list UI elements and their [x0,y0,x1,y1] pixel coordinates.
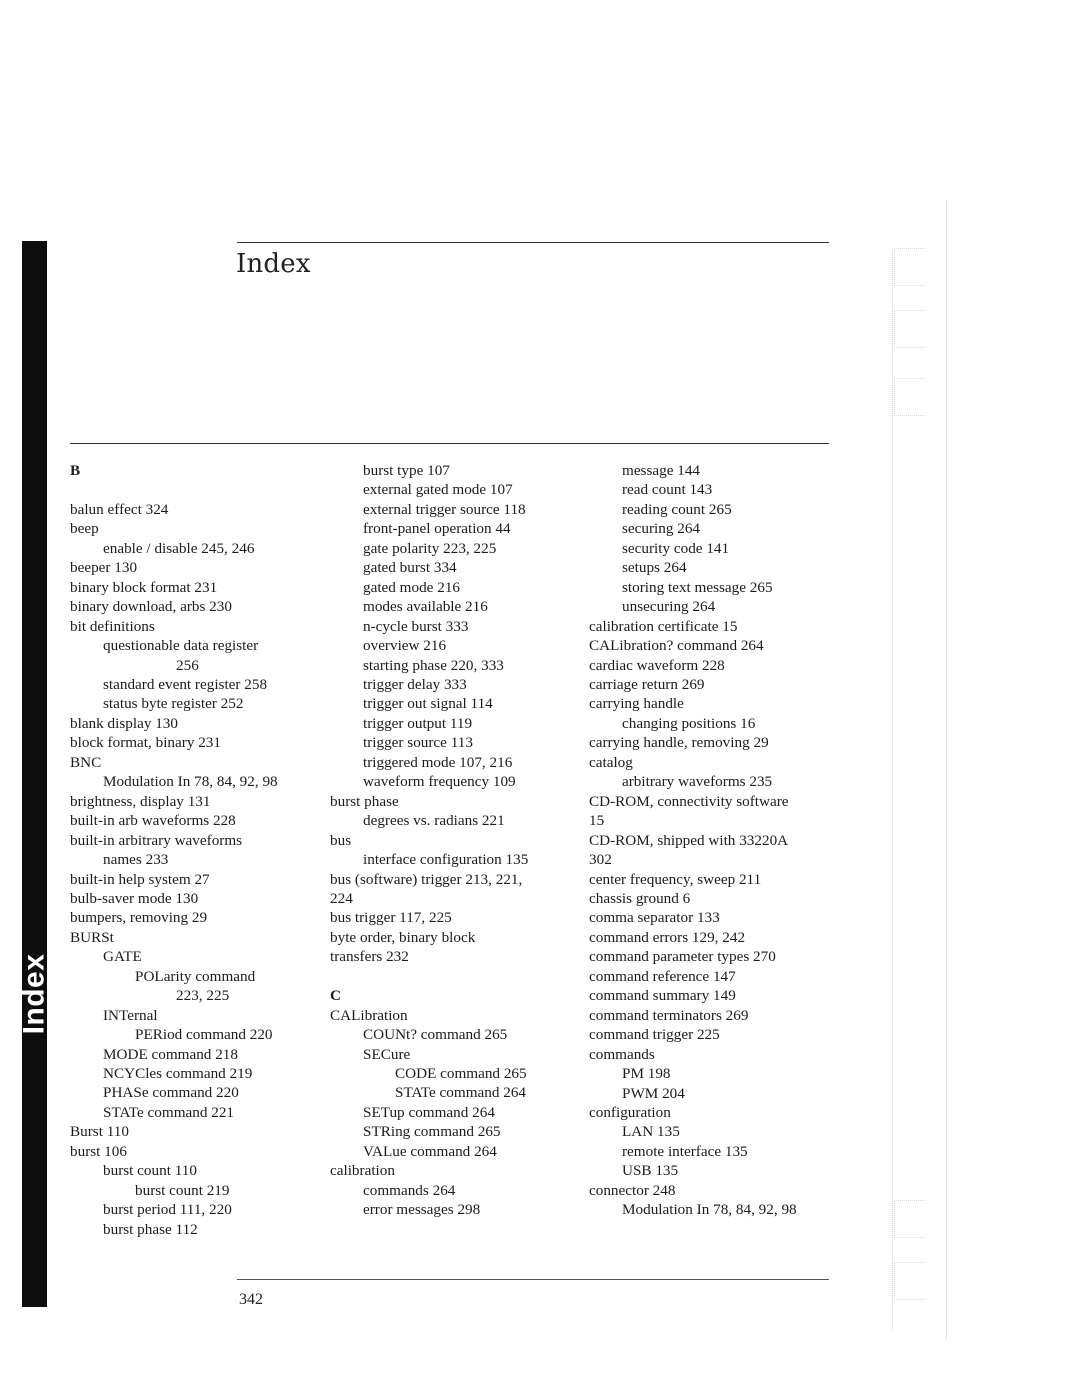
index-entry: arbitrary waveforms 235 [622,773,773,791]
index-entry: calibration certificate 15 [589,617,738,635]
index-entry: burst count 219 [135,1181,230,1199]
index-entry: Modulation In 78, 84, 92, 98 [622,1201,797,1219]
index-spacer [330,967,580,986]
index-entry: PERiod command 220 [135,1026,273,1044]
index-entry: command trigger 225 [589,1026,720,1044]
index-entry: MODE command 218 [103,1045,238,1063]
index-entry: front-panel operation 44 [363,520,511,538]
index-entry: commands 264 [363,1181,456,1199]
index-entry: bus [330,831,352,849]
index-entry: burst type 107 [363,462,450,479]
index-entry: command errors 129, 242 [589,928,746,946]
index-entry: 15 [589,812,605,830]
index-entry: SECure [363,1045,411,1063]
index-entry: 302 [589,851,612,869]
index-entry: changing positions 16 [622,714,756,732]
index-entry: binary block format 231 [70,578,218,596]
index-entry: bus (software) trigger 213, 221, [330,870,523,888]
page-number: 342 [239,1291,263,1308]
index-entry: STATe command 221 [103,1103,235,1121]
bleed-through-marks [892,250,893,1330]
index-entry: storing text message 265 [622,578,773,596]
index-entry: BURSt [70,928,114,946]
index-entry: CD-ROM, shipped with 33220A [589,831,789,849]
index-entry: questionable data register [103,637,259,655]
index-entry: SETup command 264 [363,1103,495,1121]
index-section-heading: C [330,987,341,1005]
index-entry: remote interface 135 [622,1142,748,1160]
index-entry: block format, binary 231 [70,734,221,752]
index-entry: binary download, arbs 230 [70,598,232,616]
index-entry: chassis ground 6 [589,889,691,907]
index-entry: triggered mode 107, 216 [363,753,513,771]
index-entry: waveform frequency 109 [363,773,516,791]
index-entry: PM 198 [622,1065,671,1083]
index-entry: blank display 130 [70,714,178,732]
index-entry: built-in arbitrary waveforms [70,831,243,849]
index-entry: modes available 216 [363,598,488,616]
index-entry: read count 143 [622,481,713,499]
index-entry: bus trigger 117, 225 [330,909,452,927]
index-entry: LAN 135 [622,1123,680,1141]
index-entry: beep [70,520,99,538]
bleed-through-bracket [894,248,925,286]
footer-rule [237,1279,829,1280]
index-entry: STRing command 265 [363,1123,501,1141]
index-entry: security code 141 [622,539,730,557]
index-column-1 [70,461,320,1239]
index-thumb-tab [17,241,51,1307]
index-entry: securing 264 [622,520,701,538]
thumb-tab-label: Index [17,953,51,1035]
index-entry: calibration [330,1162,395,1180]
header-rule-bottom [70,443,829,444]
index-entry: error messages 298 [363,1201,481,1219]
index-column-2 [330,461,580,1220]
index-entry: catalog [589,753,633,771]
index-entry: POLarity command [135,967,256,985]
index-entry: NCYCles command 219 [103,1065,253,1083]
index-entry: carriage return 269 [589,675,705,693]
index-section-heading: B [70,462,81,479]
index-entry: connector 248 [589,1181,676,1199]
bleed-through-bracket [894,1262,925,1300]
index-entry: burst phase [330,792,399,810]
index-entry: burst count 110 [103,1162,197,1180]
index-entry: external gated mode 107 [363,481,513,499]
index-entry: overview 216 [363,637,447,655]
index-entry: Modulation In 78, 84, 92, 98 [103,773,278,791]
index-spacer [70,480,320,499]
index-entry: built-in help system 27 [70,870,210,888]
page-title: Index [236,249,311,279]
index-entry: gated burst 334 [363,559,457,577]
index-entry: trigger source 113 [363,734,473,752]
index-entry: 256 [176,656,199,674]
index-entry: command parameter types 270 [589,948,776,966]
index-entry: message 144 [622,462,701,479]
index-entry: setups 264 [622,559,687,577]
index-column-3 [589,461,839,1220]
index-entry: names 233 [103,851,169,869]
index-entry: byte order, binary block [330,928,476,946]
index-entry: bulb-saver mode 130 [70,889,199,907]
index-entry: external trigger source 118 [363,500,526,518]
index-entry: COUNt? command 265 [363,1026,508,1044]
index-entry: CALibration [330,1006,408,1024]
index-entry: burst 106 [70,1142,127,1160]
index-entry: command reference 147 [589,967,736,985]
index-entry: center frequency, sweep 211 [589,870,762,888]
index-entry: gate polarity 223, 225 [363,539,497,557]
index-entry: beeper 130 [70,559,138,577]
index-entry: STATe command 264 [395,1084,527,1102]
index-entry: interface configuration 135 [363,851,529,869]
index-entry: transfers 232 [330,948,409,966]
index-entry: command summary 149 [589,987,736,1005]
index-entry: configuration [589,1103,671,1121]
header-rule-top [237,242,829,243]
index-entry: balun effect 324 [70,500,169,518]
index-entry: BNC [70,753,102,771]
bleed-through-bracket [894,378,925,416]
bleed-through-bracket [894,310,925,348]
index-entry: burst phase 112 [103,1220,198,1238]
index-entry: command terminators 269 [589,1006,749,1024]
index-entry: trigger out signal 114 [363,695,493,713]
index-entry: n-cycle burst 333 [363,617,469,635]
index-entry: brightness, display 131 [70,792,211,810]
index-entry: carrying handle [589,695,684,713]
index-entry: burst period 111, 220 [103,1201,232,1219]
index-entry: commands [589,1045,655,1063]
index-entry: built-in arb waveforms 228 [70,812,236,830]
index-entry: unsecuring 264 [622,598,716,616]
index-entry: cardiac waveform 228 [589,656,725,674]
index-entry: Burst 110 [70,1123,129,1141]
index-entry: VALue command 264 [363,1142,497,1160]
index-entry: GATE [103,948,142,966]
index-entry: USB 135 [622,1162,679,1180]
index-entry: degrees vs. radians 221 [363,812,505,830]
index-entry: PWM 204 [622,1084,685,1102]
index-entry: CD-ROM, connectivity software [589,792,789,810]
index-entry: bit definitions [70,617,155,635]
index-entry: CODE command 265 [395,1065,527,1083]
index-entry: gated mode 216 [363,578,461,596]
index-entry: status byte register 252 [103,695,244,713]
index-entry: enable / disable 245, 246 [103,539,255,557]
index-entry: trigger output 119 [363,714,473,732]
index-entry: CALibration? command 264 [589,637,764,655]
index-entry: trigger delay 333 [363,675,467,693]
page-edge-line [946,200,947,1340]
index-entry: PHASe command 220 [103,1084,239,1102]
index-entry: INTernal [103,1006,158,1024]
index-entry: reading count 265 [622,500,732,518]
index-entry: carrying handle, removing 29 [589,734,769,752]
index-entry: standard event register 258 [103,675,268,693]
index-entry: comma separator 133 [589,909,720,927]
index-entry: 224 [330,889,353,907]
index-entry: bumpers, removing 29 [70,909,208,927]
index-entry: 223, 225 [176,987,230,1005]
index-entry: starting phase 220, 333 [363,656,504,674]
bleed-through-bracket [894,1200,925,1238]
